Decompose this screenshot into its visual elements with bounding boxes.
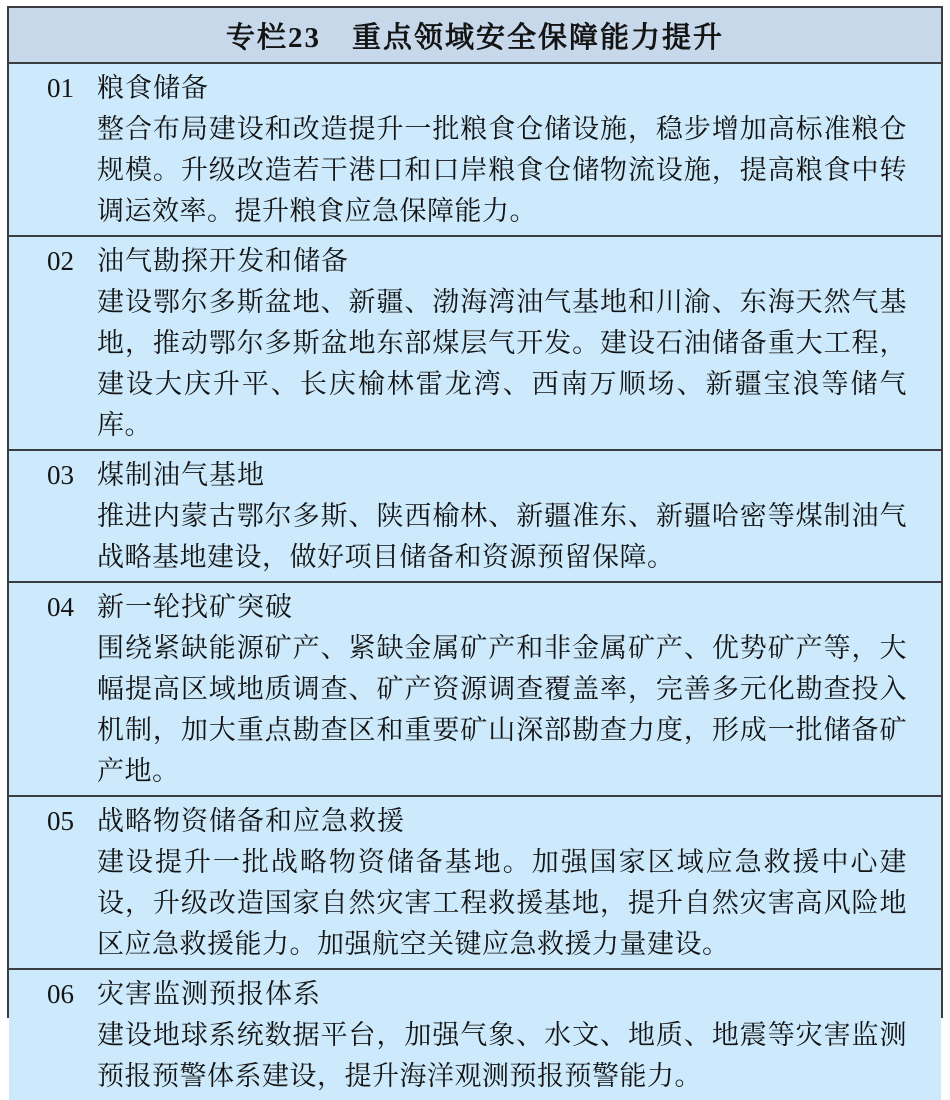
section-number: 06 bbox=[47, 979, 74, 1009]
section-disaster-monitoring bbox=[9, 970, 941, 1100]
section-content bbox=[97, 801, 907, 965]
section-title: 油气勘探开发和储备 bbox=[97, 246, 349, 276]
section-number: 04 bbox=[47, 592, 74, 622]
section-body-text: 围绕紧缺能源矿产、紧缺金属矿产和非金属矿产、优势矿产等，大幅提高区域地质调查、矿产资源调查覆盖率，完善多元化勘查投入机制，加大重点勘查区和重要矿山深部勘查力度，形成一批储备矿产地。 bbox=[97, 633, 907, 786]
section-content bbox=[97, 455, 907, 578]
section-content bbox=[97, 974, 907, 1097]
section-number: 05 bbox=[47, 806, 74, 836]
section-body-text: 建设地球系统数据平台，加强气象、水文、地质、地震等灾害监测预报预警体系建设，提升海洋观测预报预警能力。 bbox=[97, 1020, 907, 1091]
box-body bbox=[9, 64, 941, 1100]
section-body-text: 整合布局建设和改造提升一批粮食仓储设施，稳步增加高标准粮仓规模。升级改造若干港口和口岸粮食仓储物流设施，提高粮食中转调运效率。提升粮食应急保障能力。 bbox=[97, 114, 907, 226]
section-title: 煤制油气基地 bbox=[97, 460, 265, 490]
section-content bbox=[97, 241, 907, 446]
section-oil-gas bbox=[9, 237, 941, 451]
feature-box bbox=[7, 6, 943, 1091]
section-strategic-materials-rescue bbox=[9, 797, 941, 970]
section-body-text: 建设鄂尔多斯盆地、新疆、渤海湾油气基地和川渝、东海天然气基地，推动鄂尔多斯盆地东部煤层气开发。建设石油储备重大工程，建设大庆升平、长庆榆林雷龙湾、西南万顺场、新疆宝浪等储气库。 bbox=[97, 287, 907, 440]
section-number: 02 bbox=[47, 246, 74, 276]
section-title: 粮食储备 bbox=[97, 73, 209, 103]
section-number: 01 bbox=[47, 73, 74, 103]
section-title: 新一轮找矿突破 bbox=[97, 592, 293, 622]
section-body-text: 建设提升一批战略物资储备基地。加强国家区域应急救援中心建设，升级改造国家自然灾害工程救援基地，提升自然灾害高风险地区应急救援能力。加强航空关键应急救援力量建设。 bbox=[97, 847, 907, 959]
box-header bbox=[9, 8, 941, 64]
section-title: 战略物资储备和应急救援 bbox=[97, 806, 405, 836]
section-coal-to-oil-gas bbox=[9, 451, 941, 583]
section-title: 灾害监测预报体系 bbox=[97, 979, 321, 1009]
section-mineral-exploration bbox=[9, 583, 941, 797]
section-content bbox=[97, 587, 907, 792]
section-grain-reserve bbox=[9, 64, 941, 237]
section-content bbox=[97, 68, 907, 232]
box-title: 专栏23 重点领域安全保障能力提升 bbox=[225, 21, 724, 54]
section-body-text: 推进内蒙古鄂尔多斯、陕西榆林、新疆准东、新疆哈密等煤制油气战略基地建设，做好项目储备和资源预留保障。 bbox=[97, 501, 907, 572]
section-number: 03 bbox=[47, 460, 74, 490]
